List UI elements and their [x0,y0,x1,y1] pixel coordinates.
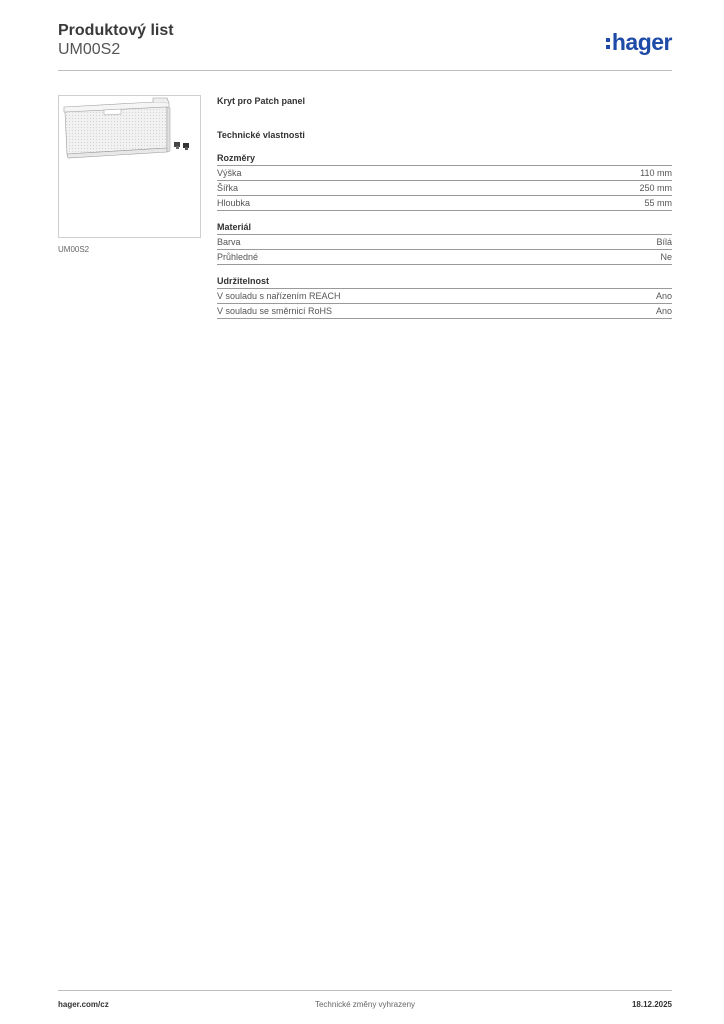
spec-row [217,250,672,265]
spec-group-dimensions [217,152,672,211]
logo-dots-icon [606,38,610,49]
spec-row [217,289,672,304]
fixing-clip-icon [174,142,189,150]
spec-label: V souladu s nařízením REACH [217,291,341,301]
image-caption: UM00S2 [58,245,90,254]
spec-value: Bílá [656,237,672,247]
spec-row [217,235,672,250]
spec-value: Ano [655,291,672,301]
logo-text: hager [611,29,672,55]
footer-website-link[interactable]: hager.com/cz [58,1000,109,1009]
product-code: UM00S2 [58,41,121,58]
spec-row [217,196,672,211]
page-header [58,20,672,71]
spec-value: 55 mm [644,198,672,208]
spec-label: Šířka [217,183,239,193]
page-footer [58,990,672,1015]
spec-value: Ano [655,306,672,316]
spec-content [217,96,672,319]
group-title: Materiál [217,221,672,235]
spec-row [217,166,672,181]
spec-label: Hloubka [217,198,251,208]
footer-date: 18.12.2025 [631,1000,672,1009]
spec-row [217,304,672,319]
group-title: Rozměry [217,152,672,166]
hager-logo [606,29,672,56]
page-title: Produktový list [58,22,174,39]
group-title: Udržitelnost [217,275,672,289]
product-image [58,95,201,238]
technical-section-title: Technické vlastnosti [217,130,305,140]
spec-value: Ne [660,252,672,262]
patch-panel-cover-illustration [59,96,200,237]
spec-group-sustainability [217,275,672,319]
spec-group-material [217,221,672,265]
spec-label: V souladu se směrnicí RoHS [217,306,333,316]
spec-label: Výška [217,168,242,178]
spec-label: Průhledné [217,252,259,262]
product-name: Kryt pro Patch panel [217,96,306,106]
spec-label: Barva [217,237,241,247]
spec-value: 110 mm [640,168,672,178]
spec-row [217,181,672,196]
footer-notice: Technické změny vyhrazeny [314,1000,416,1009]
spec-value: 250 mm [639,183,672,193]
